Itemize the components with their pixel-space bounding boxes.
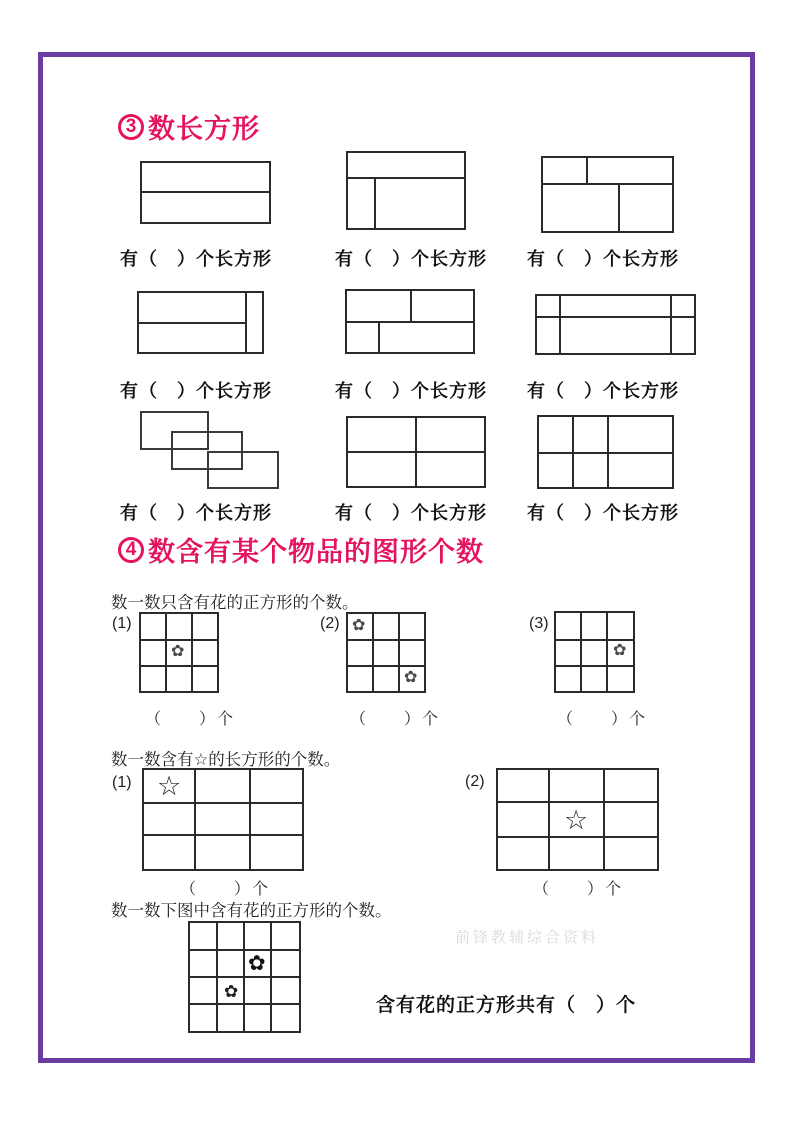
section3-heading [118,107,260,146]
flower-icon: ✿ [404,669,418,686]
flower-grid-1 [139,612,219,693]
flower-squares-prompt: 数一数只含有花的正方形的个数。 [111,594,359,612]
divider-line [142,191,269,193]
rectangle-figure-8 [346,416,486,488]
grid-line [603,770,605,869]
star-grid-1 [142,768,304,871]
divider-line [374,177,376,228]
grid-line [556,639,633,641]
grid-line [190,1003,299,1005]
grid-line [548,770,550,869]
grid-line [398,614,400,691]
star-rectangles-prompt: 数一数含有☆的长方形的个数。 [111,751,341,769]
answer-unit-2: （ ）个 [350,711,441,728]
answer-blank-7: 有（ ）个长方形 [120,503,272,523]
divider-line [559,296,561,353]
grid-line [348,639,424,641]
answer-blank-4: 有（ ）个长方形 [120,381,272,401]
flower-icon: ✿ [613,642,627,659]
final-answer-label: 含有花的正方形共有（ ）个 [376,995,637,1016]
rose-icon: ✿ [224,982,239,1001]
divider-line [347,321,473,323]
grid-line [144,834,302,836]
answer-blank-3: 有（ ）个长方形 [527,249,679,269]
grid-line [249,770,251,869]
divider-line [543,183,672,185]
divider-line [348,177,464,179]
answer-blank-1: 有（ ）个长方形 [120,249,272,269]
star-item-label-2: (2) [465,773,485,790]
answer-blank-5: 有（ ）个长方形 [335,381,487,401]
grid-line [144,802,302,804]
star-icon: ☆ [564,805,589,835]
divider-line [348,451,484,453]
rectangle-figure-1 [140,161,271,224]
flower-icon: ✿ [352,617,366,634]
grid-line [372,614,374,691]
grid-line [556,665,633,667]
grid-line [141,665,217,667]
rectangle-figure-9 [537,415,674,489]
overlapping-rectangle-c [207,451,279,489]
circled-number-4-icon: 4 [118,537,144,563]
grid-line [606,613,608,691]
star-item-label-1: (1) [112,774,132,791]
star-answer-unit-2: （ ）个 [533,881,624,898]
item-label-1: (1) [112,615,132,632]
item-label-3: (3) [529,615,549,632]
flower-icon: ✿ [248,952,266,975]
grid-line [498,836,657,838]
answer-blank-8: 有（ ）个长方形 [335,503,487,523]
grid-line [190,976,299,978]
star-answer-unit-1: （ ）个 [180,881,271,898]
rectangle-figure-5 [345,289,475,354]
star-grid-2 [496,768,659,871]
flower-grid-2 [346,612,426,693]
flower-grid-3 [554,611,635,693]
flower-icon: ✿ [171,643,185,660]
big-flower-grid [188,921,301,1033]
answer-unit-3: （ ）个 [557,711,648,728]
circled-number-3-icon: 3 [118,114,144,140]
grid-line [498,801,657,803]
section3-title: 数长方形 [148,114,260,144]
grid-line [165,614,167,691]
divider-line [410,291,412,321]
divider-line [139,322,245,324]
divider-line [378,321,380,352]
grid-line [190,949,299,951]
answer-blank-6: 有（ ）个长方形 [527,381,679,401]
rectangle-figure-3 [541,156,674,233]
divider-line [586,158,588,183]
divider-line [618,183,620,231]
rectangle-figure-2 [346,151,466,230]
big-grid-prompt: 数一数下图中含有花的正方形的个数。 [111,902,392,920]
divider-line [537,316,694,318]
section4-title: 数含有某个物品的图形个数 [148,537,484,567]
grid-line [191,614,193,691]
divider-line [245,293,247,352]
star-icon: ☆ [157,771,182,801]
watermark-text: 前锋教辅综合资料 [455,929,600,946]
section4-heading [118,530,484,569]
rectangle-figure-6 [535,294,696,355]
item-label-2: (2) [320,615,340,632]
grid-line [141,639,217,641]
divider-line [539,452,672,454]
grid-line [580,613,582,691]
rectangle-figure-4 [137,291,264,354]
answer-blank-2: 有（ ）个长方形 [335,249,487,269]
grid-line [194,770,196,869]
answer-blank-9: 有（ ）个长方形 [527,503,679,523]
divider-line [670,296,672,353]
answer-unit-1: （ ）个 [145,711,236,728]
grid-line [348,665,424,667]
